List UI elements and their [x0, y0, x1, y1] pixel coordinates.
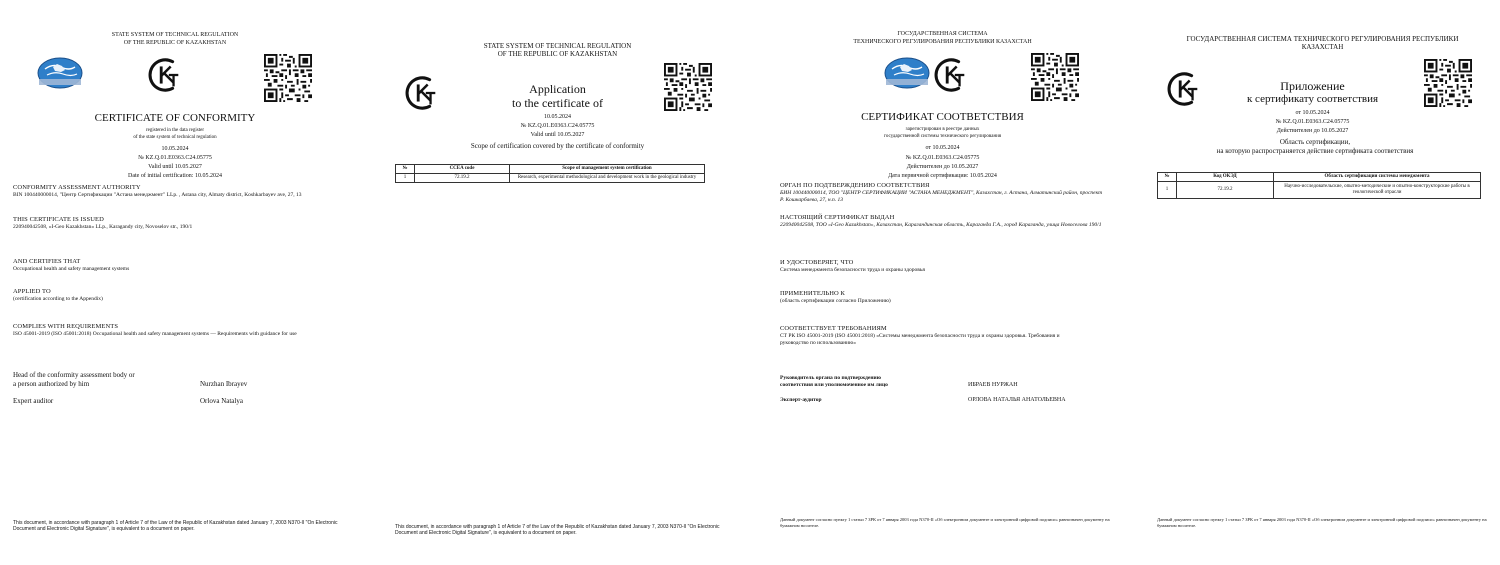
applied-heading: APPLIED TO — [13, 288, 51, 295]
state-system-header: ГОСУДАРСТВЕННАЯ СИСТЕМА ТЕХНИЧЕСКОГО РЕГУЛИРОВАНИЯ РЕСПУБЛИКИ КАЗАХСТАН — [853, 31, 1032, 45]
scope-table — [1157, 172, 1481, 199]
applied-heading: ПРИМЕНИТЕЛЬНО К — [780, 290, 845, 297]
head-name: Nurzhan Ibrayev — [200, 380, 248, 388]
application-title: Приложение — [1280, 79, 1345, 93]
applied-text: (certification according to the Appendix) — [13, 296, 103, 302]
row-code: 72.19.2 — [1177, 182, 1274, 199]
legal-footer: This document, in accordance with paragraph 1 of Article 7 of the Law of the Republic of Kazakhstan dated January 7, 2003 N370-II "On Electronic Document and Electronic Digital Signature", is equivalent to a document on paper. — [395, 524, 720, 536]
state-system-header: STATE SYSTEM OF TECHNICAL REGULATION OF THE REPUBLIC OF KAZAKHSTAN — [483, 42, 632, 58]
applied-text: (область сертификации согласно Приложению) — [780, 298, 891, 304]
authority-text: БИН 100440000014, ТОО "ЦЕНТР СЕРТИФИКАЦИИ "АСТАНА МЕНЕДЖМЕНТ", Казахстан, г. Астана, Алматинский район, проспект Р. Кошкарбаева, 27, н.п. 13 — [780, 190, 1103, 203]
certificate-page-ru — [750, 0, 1125, 565]
qr-code-icon — [1031, 53, 1079, 101]
issued-heading: THIS CERTIFICATE IS ISSUED — [13, 216, 104, 223]
application-page-en — [375, 0, 750, 565]
certifies-heading: AND CERTIFIES THAT — [13, 258, 81, 265]
registered-line-1: зарегистрирован в реестре данных — [905, 127, 980, 132]
complies-text: ISO 45001-2019 (ISO 45001:2018) Occupational health and safety management systems — Requirements with guidance for use — [13, 331, 297, 337]
scope-table — [395, 164, 705, 183]
authority-heading: ОРГАН ПО ПОДТВЕРЖДЕНИЮ СООТВЕТСТВИЯ — [780, 182, 930, 189]
certificate-number: № KZ.Q.01.E0363.C24.05775 — [138, 155, 212, 161]
initial-certification-date: Date of initial certification: 10.05.2024 — [128, 173, 222, 179]
row-scope: Научно-исследовательские, опытно-методические и опытно-конструкторские работы в геологической отрасли — [1274, 182, 1481, 199]
col-code-header: Код ОКЭД — [1177, 173, 1274, 182]
application-date: от 10.05.2024 — [1295, 110, 1330, 116]
row-number: 1 — [1158, 182, 1177, 199]
certificate-title: СЕРТИФИКАТ СООТВЕТСТВИЯ — [861, 111, 1024, 123]
col-number-header: № — [1158, 173, 1177, 182]
legal-footer: This document, in accordance with paragraph 1 of Article 7 of the Law of the Republic of Kazakhstan dated January 7, 2003 N370-II "On Electronic Document and Electronic Digital Signature", is equivalent to a document on paper. — [13, 520, 338, 532]
issued-text: 220940042508, ТОО «I-Geo Kazakhstan», Казахстан, Карагандинская область, Караганда Г.А., город Караганда, улица Новоселова 190/1 — [780, 222, 1102, 228]
qr-code-icon — [264, 54, 312, 102]
application-number: № KZ.Q.01.E0363.C24.05775 — [1275, 119, 1350, 125]
authority-text: BIN 100440000014, "Центр Сертификации "Астана менеджмент" LLp. , Astana city, Almaty district, Koshkarbayev ave, 27, 13 — [13, 192, 302, 198]
head-label: Head of the conformity assessment body or a person authorized by him — [13, 371, 135, 388]
scope-title-line-1: Область сертификации, — [1279, 138, 1351, 146]
head-name: ИБРАЕВ НУРЖАН — [968, 382, 1018, 388]
issued-heading: НАСТОЯЩИЙ СЕРТИФИКАТ ВЫДАН — [780, 214, 895, 221]
state-system-header: ГОСУДАРСТВЕННАЯ СИСТЕМА ТЕХНИЧЕСКОГО РЕГУЛИРОВАНИЯ РЕСПУБЛИКИ КАЗАХСТАН — [1186, 35, 1459, 51]
col-scope-header: Область сертификации системы менеджмента — [1274, 173, 1481, 182]
certifies-heading: И УДОСТОВЕРЯЕТ, ЧТО — [780, 259, 854, 266]
issued-text: 220940042508, «I-Geo Kazakhstan» LLp., Karagandy city, Novoselov str., 190/1 — [13, 224, 193, 230]
table-header-row — [1158, 173, 1481, 182]
row-code: 72.19.2 — [415, 174, 510, 183]
scope-title-line-2: на которую распространяется действие сертификата соответствия — [1216, 147, 1414, 155]
globe-logo-icon — [35, 55, 85, 91]
certificate-date: от 10.05.2024 — [925, 145, 960, 151]
complies-heading: СООТВЕТСТВУЕТ ТРЕБОВАНИЯМ — [780, 325, 887, 332]
registered-line-1: registered in the data register — [145, 128, 205, 133]
table-header-row — [396, 165, 705, 174]
auditor-label: Expert auditor — [13, 397, 54, 405]
legal-footer: Данный документ согласно пункту 1 статьи 7 ЗРК от 7 января 2003 года N370-II «Об электронном документе и электронной цифровой подписи» равнозначен документу на бумажном носителе. — [780, 517, 1110, 528]
authority-heading: CONFORMITY ASSESSMENT AUTHORITY — [13, 184, 141, 191]
scope-title: Scope of certification covered by the certificate of conformity — [470, 142, 645, 150]
application-subtitle: к сертификату соответствия — [1246, 93, 1379, 105]
head-label: Руководитель органа по подтверждению соответствия или уполномоченное им лицо — [780, 375, 888, 388]
legal-footer: Данный документ согласно пункту 1 статьи 7 ЗРК от 7 января 2003 года N370-II «Об электронном документе и электронной цифровой подписи» равнозначен документу на бумажном носителе. — [1157, 517, 1487, 528]
valid-until: Valid until 10.05.2027 — [148, 164, 202, 170]
certificate-number: № KZ.Q.01.E0363.C24.05775 — [905, 155, 980, 161]
certificate-date: 10.05.2024 — [161, 146, 189, 152]
application-date: 10.05.2024 — [544, 114, 571, 120]
complies-text: СТ РК ISO 45001-2019 (ISO 45001:2018) «Системы менеджмента безопасности труда и охраны здоровья. Требования и руководство по использованию» — [780, 333, 1060, 346]
application-valid-until: Действителен до 10.05.2027 — [1276, 128, 1349, 134]
application-title: Application — [529, 82, 586, 96]
initial-certification-date: Дата первичной сертификации: 10.05.2024 — [888, 173, 997, 179]
table-row — [396, 174, 705, 183]
row-number: 1 — [396, 174, 415, 183]
kt-mark-logo-icon — [932, 56, 970, 94]
row-scope: Research, experimental methodological and development work in the geological industry — [510, 174, 705, 183]
kt-mark-logo-icon — [146, 56, 184, 94]
certificate-title: CERTIFICATE OF CONFORMITY — [94, 112, 256, 124]
application-number: № KZ.Q.01.E0363.C24.05775 — [520, 123, 595, 129]
valid-until: Действителен до 10.05.2027 — [906, 164, 979, 170]
auditor-name: ОРЛОВА НАТАЛЬЯ АНАТОЛЬЕВНА — [968, 397, 1066, 403]
application-page-ru — [1125, 0, 1500, 565]
complies-heading: COMPLIES WITH REQUIREMENTS — [13, 323, 119, 330]
col-code-header: CCEA code — [415, 165, 510, 174]
registered-line-2: of the state system of technical regulation — [133, 135, 217, 140]
auditor-name: Orlova Natalya — [200, 397, 243, 405]
certificate-page-en — [0, 0, 375, 565]
certifies-text: Система менеджмента безопасности труда и охраны здоровья — [780, 267, 925, 273]
application-valid-until: Valid until 10.05.2027 — [530, 132, 585, 138]
auditor-label: Эксперт-аудитор — [780, 397, 822, 403]
globe-logo-icon — [882, 55, 932, 91]
col-number-header: № — [396, 165, 415, 174]
certifies-text: Occupational health and safety management systems — [13, 266, 130, 272]
table-row — [1158, 182, 1481, 199]
application-subtitle: to the certificate of — [512, 96, 603, 110]
state-system-header: STATE SYSTEM OF TECHNICAL REGULATION OF THE REPUBLIC OF KAZAKHSTAN — [111, 32, 239, 46]
registered-line-2: государственной системы технического регулирования — [883, 134, 1002, 139]
col-scope-header: Scope of management system certification — [510, 165, 705, 174]
